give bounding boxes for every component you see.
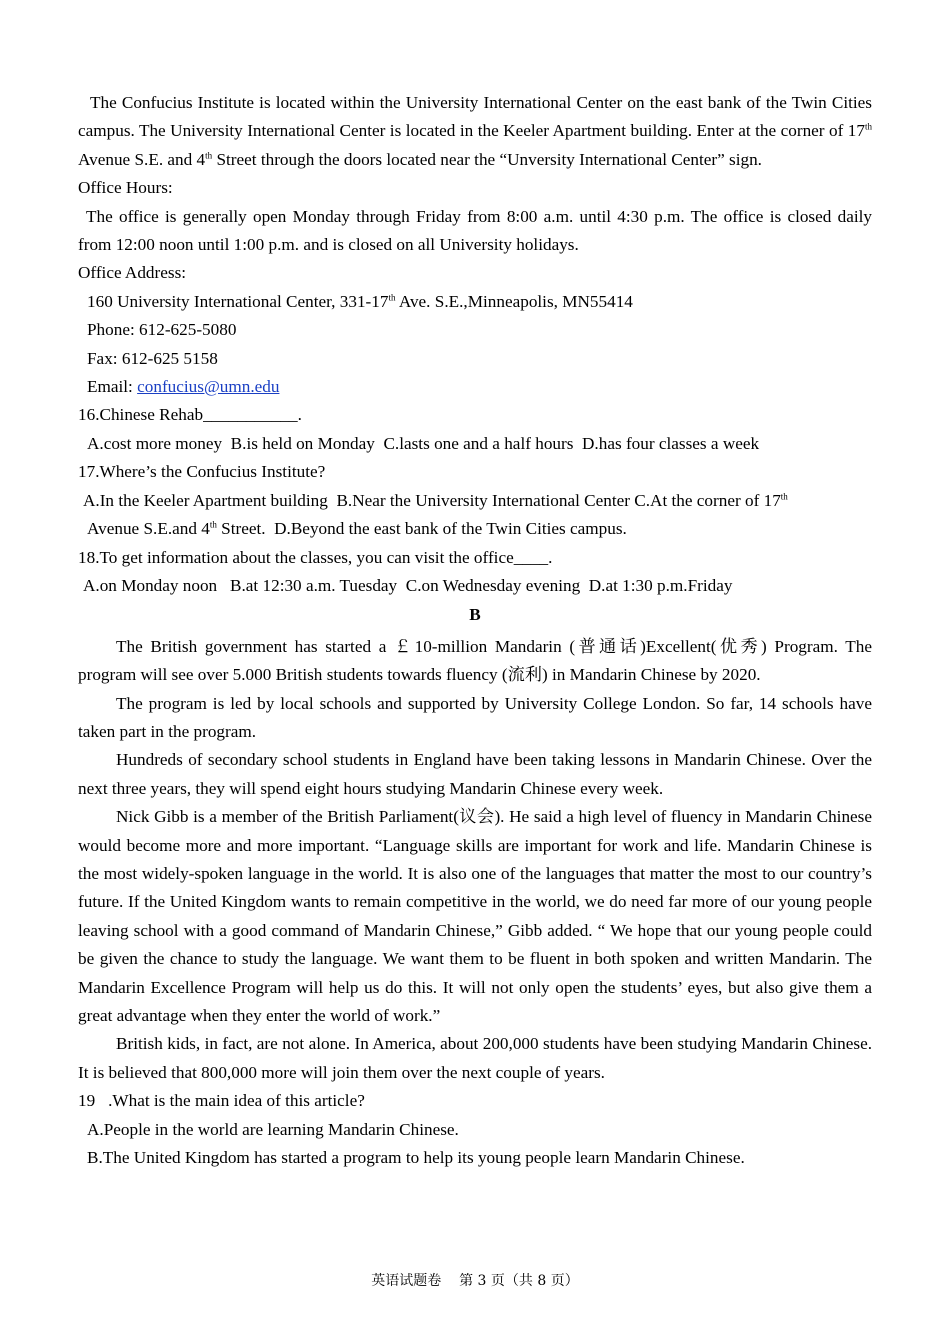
office-hours-heading: Office Hours:	[78, 178, 173, 198]
office-hours-text: The office is generally open Monday through Friday from 8:00 a.m. until 4:30 p.m. The office is closed daily from 12:00 noon until 1:00 p.m. and is closed on all University holidays.	[78, 206, 872, 255]
location-paragraph: The Confucius Institute is located within the University International Center on the east bank of the Twin Cities campus. The University International Center is located in the Keeler Apartment building. Enter at the corner of 17th Avenue S.E. and 4th Street through the doors located near the “Unversity International Center” sign.	[78, 93, 872, 169]
email-line: Email: confucius@umn.edu	[87, 377, 280, 397]
question-19: 19 .What is the main idea of this article?	[78, 1091, 365, 1111]
question-19-option-a: A.People in the world are learning Mandarin Chinese.	[87, 1119, 459, 1139]
phone-number: Phone: 612-625-5080	[87, 320, 237, 340]
office-address-heading: Office Address:	[78, 263, 187, 283]
email-link[interactable]: confucius@umn.edu	[137, 377, 280, 397]
question-19-option-b: B.The United Kingdom has started a program to help its young people learn Mandarin Chinese.	[87, 1148, 745, 1168]
passage-b-paragraph-1: The British government has started a ￡10-million Mandarin (普通话)Excellent(优秀) Program. The program will see over 5.000 British students towards fluency (流利) in Mandarin Chinese by 2020.	[78, 636, 872, 685]
question-17-options-line1: A.In the Keeler Apartment building B.Near the University International Center C.At the corner of 17th	[83, 490, 788, 510]
question-17-options-line2: Avenue S.E.and 4th Street. D.Beyond the east bank of the Twin Cities campus.	[87, 519, 627, 539]
question-18: 18.To get information about the classes, you can visit the office____.	[78, 547, 553, 567]
question-16: 16.Chinese Rehab___________.	[78, 405, 302, 425]
passage-b-paragraph-4: Nick Gibb is a member of the British Parliament(议会). He said a high level of fluency in Mandarin Chinese would become more and more important. “Language skills are important for work and life. Mandarin Chinese is the most widely-spoken language in the world. It is also one of the languages that matter the most to our country’s future. If the United Kingdom wants to remain competitive in the world, we do need far more of our young people leaving school with a good command of Mandarin Chinese,” Gibb added. “ We hope that our young people could be given the chance to study the language. We want them to be fluent in both spoken and written Mandarin. The Mandarin Excellence Program will help us do this. It will not only open the students’ eyes, but also give them a great advantage when they enter the world of work.”	[78, 807, 872, 1025]
section-b-heading: B	[469, 605, 481, 625]
page-footer: 英语试题卷 第 3 页（共 8 页）	[371, 1273, 579, 1289]
question-18-options: A.on Monday noon B.at 12:30 a.m. Tuesday C.on Wednesday evening D.at 1:30 p.m.Friday	[83, 575, 733, 595]
page-content	[78, 89, 872, 1172]
office-address: 160 University International Center, 331-17th Ave. S.E.,Minneapolis, MN55414	[87, 291, 633, 311]
passage-b-paragraph-2: The program is led by local schools and supported by University College London. So far, 14 schools have taken part in the program.	[78, 693, 872, 741]
fax-number: Fax: 612-625 5158	[87, 348, 218, 368]
question-17: 17.Where’s the Confucius Institute?	[78, 462, 326, 482]
passage-b-paragraph-5: British kids, in fact, are not alone. In America, about 200,000 students have been studying Mandarin Chinese. It is believed that 800,000 more will join them over the next couple of years.	[78, 1034, 872, 1082]
passage-b-paragraph-3: Hundreds of secondary school students in England have been taking lessons in Mandarin Chinese. Over the next three years, they will spend eight hours studying Mandarin Chinese every week.	[78, 750, 872, 798]
question-16-options: A.cost more money B.is held on Monday C.lasts one and a half hours D.has four classes a week	[87, 433, 760, 453]
